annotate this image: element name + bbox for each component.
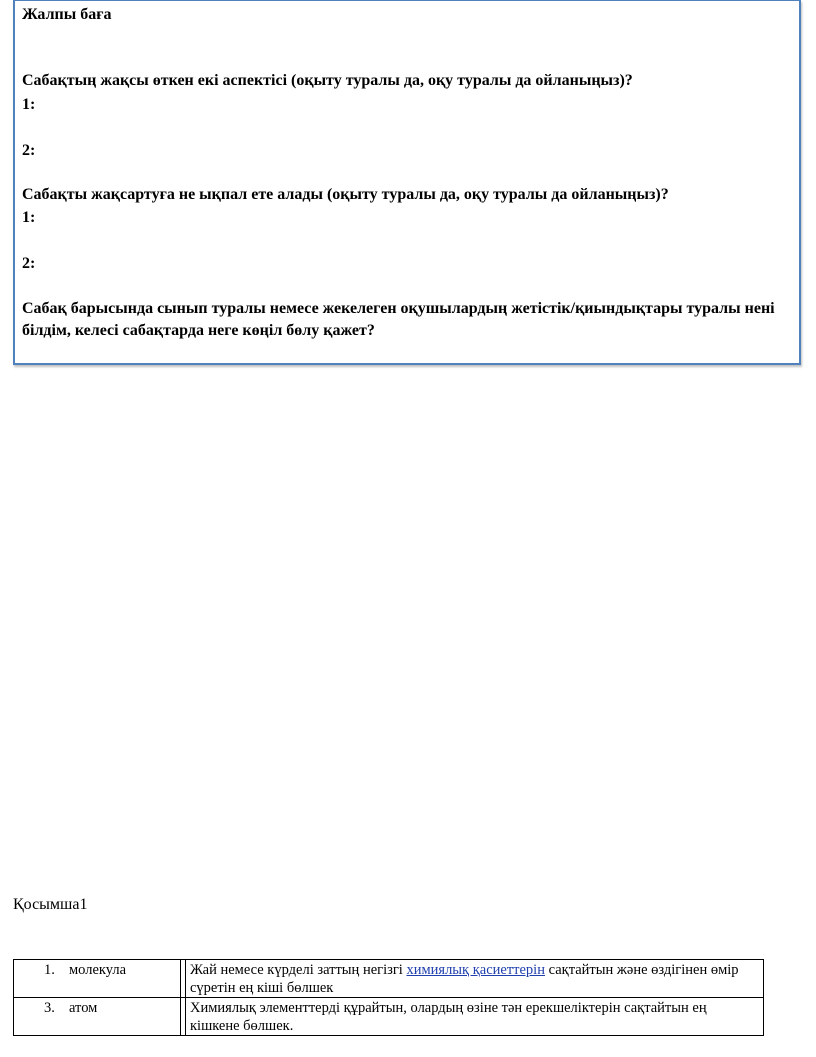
- definition-text: Жай немесе күрделі заттың негізгі: [190, 962, 407, 978]
- term-label: молекула: [69, 962, 127, 978]
- answer-2-label: 2:: [22, 142, 36, 159]
- row-number: 3.: [44, 1000, 55, 1016]
- definition-cell: [186, 960, 764, 998]
- definition-text: Химиялық элементтерді құрайтын, олардың өзіне тән ерекшеліктерін сақтайтын ең кішкене бөлшек.: [190, 1000, 707, 1034]
- question-good-aspects: Сабақтың жақсы өткен екі аспектісі (оқыту туралы да, оқу туралы да ойланыңыз)?: [22, 72, 633, 89]
- assessment-title: Жалпы баға: [22, 6, 112, 23]
- question-improvement: Сабақты жақсартуға не ықпал ете алады (оқыту туралы да, оқу туралы да ойланыңыз)?: [22, 186, 669, 203]
- term-cell: [14, 960, 181, 998]
- table-row: [14, 960, 764, 998]
- term-label: атом: [69, 1000, 98, 1016]
- row-number: 1.: [44, 962, 55, 978]
- definition-cell: [186, 998, 764, 1036]
- answer-2-label: 2:: [22, 255, 36, 272]
- chemical-properties-link[interactable]: химиялық қасиеттерін: [406, 962, 545, 978]
- table-row: [14, 998, 764, 1036]
- definition-text: сақтайтын және өздігінен өмір сүретін ең кіші бөлшек: [190, 962, 739, 996]
- answer-1-label: 1:: [22, 96, 36, 113]
- appendix-title: Қосымша1: [13, 896, 88, 913]
- answer-1-label: 1:: [22, 209, 36, 226]
- definitions-table: [13, 959, 764, 1036]
- term-cell: [14, 998, 181, 1036]
- question-learned: Сабақ барысында сынып туралы немесе жекелеген оқушылардың жетістік/қиындықтары туралы нені білдім, келесі сабақтарда неге көңіл бөлу қажет?: [22, 300, 775, 339]
